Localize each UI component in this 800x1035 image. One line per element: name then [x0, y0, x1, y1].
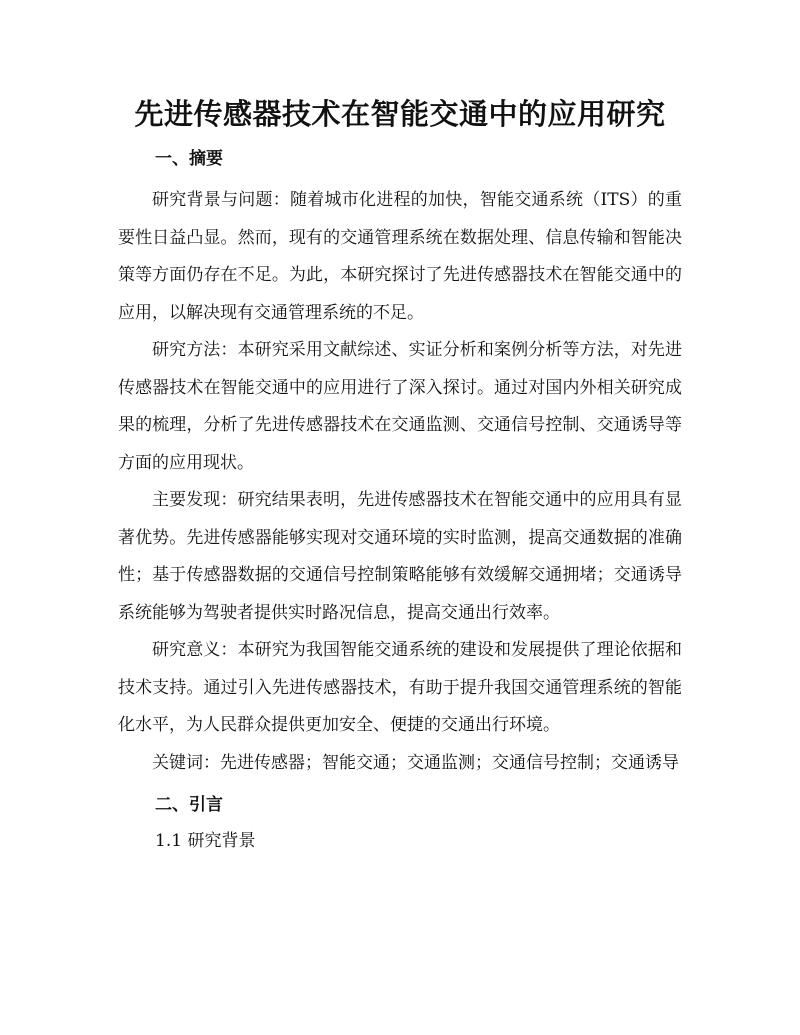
abstract-paragraph-findings: 主要发现：研究结果表明，先进传感器技术在智能交通中的应用具有显著优势。先进传感器能够实现对交通环境的实时监测，提高交通数据的准确性；基于传感器数据的交通信号控制策略能够有效缓解交通拥堵；交通诱导系统能够为驾驶者提供实时路况信息，提高交通出行效率。: [118, 490, 682, 623]
abstract-paragraph-significance: 研究意义：本研究为我国智能交通系统的建设和发展提供了理论依据和技术支持。通过引入先进传感器技术，有助于提升我国交通管理系统的智能化水平，为人民群众提供更加安全、便捷的交通出行环境。: [118, 640, 682, 735]
document-title: 先进传感器技术在智能交通中的应用研究: [134, 97, 666, 131]
abstract-paragraph-methods: 研究方法：本研究采用文献综述、实证分析和案例分析等方法，对先进传感器技术在智能交通中的应用进行了深入探讨。通过对国内外相关研究成果的梳理，分析了先进传感器技术在交通监测、交通信号控制、交通诱导等方面的应用现状。: [118, 340, 682, 473]
section-heading-abstract: 一、摘要: [155, 149, 223, 169]
abstract-section: [118, 182, 682, 782]
keywords-paragraph: 关键词：先进传感器；智能交通；交通监测；交通信号控制；交通诱导: [152, 752, 679, 773]
section-heading-introduction: 二、引言: [155, 795, 223, 815]
abstract-paragraph-background: 研究背景与问题：随着城市化进程的加快，智能交通系统（ITS）的重要性日益凸显。然而，现有的交通管理系统在数据处理、信息传输和智能决策等方面仍存在不足。为此，本研究探讨了先进传感器技术在智能交通中的应用，以解决现有交通管理系统的不足。: [118, 190, 682, 323]
subsection-heading-background: 1.1 研究背景: [155, 831, 256, 851]
